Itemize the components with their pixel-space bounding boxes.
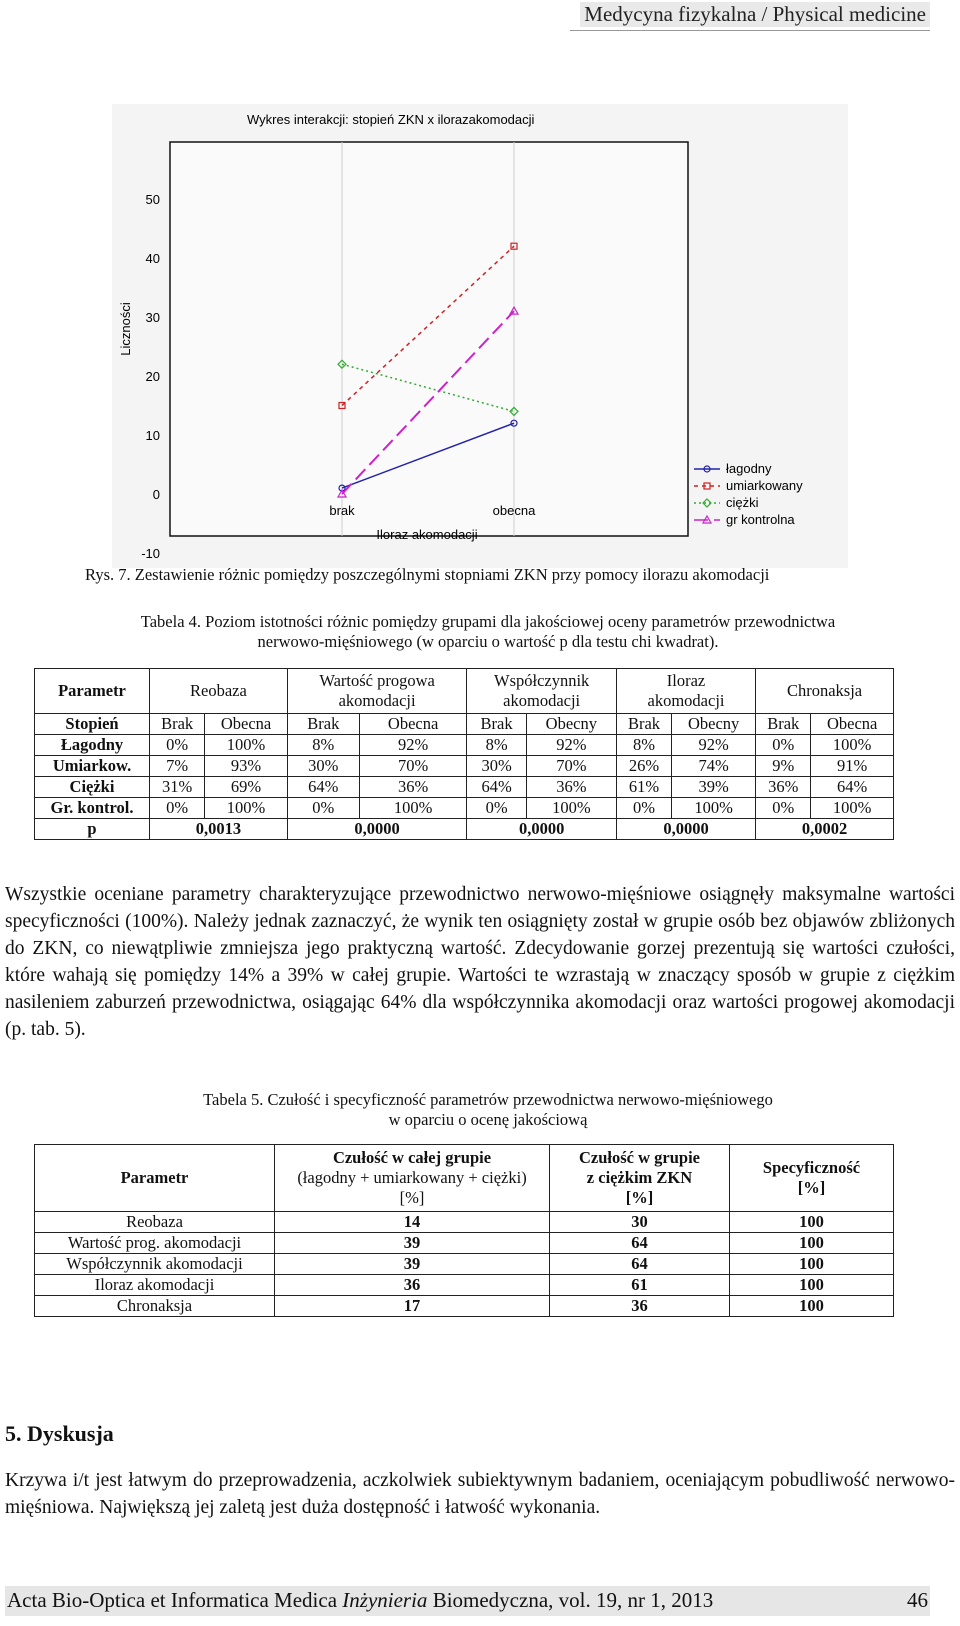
running-header (0, 0, 930, 32)
table-cell: Brak (287, 714, 359, 735)
header-line: [%] (399, 1188, 425, 1207)
table-cell: 93% (205, 756, 288, 777)
table-cell: 64% (287, 777, 359, 798)
table-cell: Obecna (359, 714, 467, 735)
header-title: Medycyna fizykalna / Physical medicine (580, 2, 930, 27)
table-cell: 0% (150, 798, 205, 819)
table-subheader-row (35, 714, 894, 735)
table-cell: 39 (275, 1254, 550, 1275)
section-heading: 5. Dyskusja (5, 1421, 114, 1446)
header-line: z ciężkim ZKN (586, 1168, 693, 1187)
table-cell: 100 (730, 1254, 894, 1275)
table-cell: Brak (150, 714, 205, 735)
table-row (35, 1296, 894, 1317)
table-cell: 36% (359, 777, 467, 798)
table-cell: Chronaksja (35, 1296, 275, 1317)
table-row (35, 1233, 894, 1254)
table-cell: 9% (756, 756, 811, 777)
table4-caption (78, 612, 898, 652)
legend-label: umiarkowany (726, 478, 803, 493)
table-cell: 92% (526, 735, 616, 756)
legend-label: łagodny (726, 461, 772, 476)
table-cell: Umiarkow. (35, 756, 150, 777)
table-cell: 30% (467, 756, 526, 777)
table-cell: 36 (550, 1296, 730, 1317)
table5-caption-line1: Tabela 5. Czułość i specyficzność parametrów przewodnictwa nerwowo-mięśniowego (203, 1090, 773, 1109)
header-line: Współczynnik (494, 671, 590, 690)
table-cell: Obecny (526, 714, 616, 735)
table4-caption-line1: Tabela 4. Poziom istotności różnic pomiędzy grupami dla jakościowej oceny parametrów przewodnictwa (140, 612, 836, 631)
table-cell: 64 (550, 1254, 730, 1275)
table-row (35, 1254, 894, 1275)
table-cell: 91% (811, 756, 894, 777)
table-cell: Obecny (672, 714, 756, 735)
chart-title: Wykres interakcji: stopień ZKN x ilorazakomodacji (247, 112, 535, 127)
figure-caption: Rys. 7. Zestawienie różnic pomiędzy poszczególnymi stopniami ZKN przy pomocy ilorazu akomodacji (85, 565, 770, 584)
table-cell: 64% (467, 777, 526, 798)
table-cell: 31% (150, 777, 205, 798)
table-row (35, 798, 894, 819)
table-header-cell: Chronaksja (756, 669, 894, 714)
table-cell: 36% (756, 777, 811, 798)
table-cell: 26% (616, 756, 671, 777)
table-cell: 92% (672, 735, 756, 756)
table-header-row (35, 1145, 894, 1212)
table-cell: Obecna (811, 714, 894, 735)
header-line: Czułość w grupie (579, 1148, 700, 1167)
table-cell: 64 (550, 1233, 730, 1254)
header-line: Czułość w całej grupie (332, 1148, 492, 1167)
running-footer (5, 1586, 930, 1616)
table5-caption-line2: w oparciu o ocenę jakościową (388, 1110, 588, 1129)
table-cell: p (35, 819, 150, 840)
table-cell: 14 (275, 1212, 550, 1233)
table-cell: 100 (730, 1275, 894, 1296)
header-line: Iloraz (666, 671, 706, 690)
table-cell: 39% (672, 777, 756, 798)
table-cell: 0,0000 (287, 819, 467, 840)
table-cell: Obecna (205, 714, 288, 735)
table-header-cell (550, 1145, 730, 1212)
journal-volume: Biomedyczna, vol. 19, nr 1, 2013 (427, 1588, 714, 1612)
table-cell: Brak (616, 714, 671, 735)
table-cell: 8% (287, 735, 359, 756)
table-cell: 64% (811, 777, 894, 798)
header-line: [%] (625, 1188, 654, 1207)
table-cell: Iloraz akomodacji (35, 1275, 275, 1296)
table-cell: 0,0013 (150, 819, 288, 840)
header-line: akomodacji (338, 691, 416, 710)
table-cell: 61% (616, 777, 671, 798)
table5-caption (78, 1090, 898, 1130)
y-axis-label: Liczności (118, 302, 133, 356)
table-header-cell: Parametr (35, 669, 150, 714)
table-cell: 0,0002 (756, 819, 894, 840)
table-cell: 100% (811, 798, 894, 819)
table-cell: 36% (526, 777, 616, 798)
table-cell: 100 (730, 1296, 894, 1317)
table-header-cell: Reobaza (150, 669, 288, 714)
header-line: Wartość progowa (319, 671, 435, 690)
paragraph-1: Wszystkie oceniane parametry charakteryzujące przewodnictwo nerwowo-mięśniowe osiągnęły maksymalne wartości specyficzności (100%). Należy jednak zaznaczyć, że wynik ten osiągnięty został w grupie osób bez objawów zbliżonych do ZKN, co niewątpliwie zmniejsza jego praktyczną wartość. Zdecydowanie gorzej prezentują się wartości czułości, które wahają się pomiędzy 14% a 39% w całej grupie. Wartości te wzrastają w znaczący sposób w grupie z ciężkim nasileniem zaburzeń przewodnictwa, osiągając 64% dla współczynnika akomodacji oraz wartości progowej akomodacji (p. tab. 5). (5, 884, 955, 1040)
journal-name-italic: Inżynieria (342, 1588, 428, 1612)
x-tick-obecna: obecna (492, 503, 536, 518)
table-cell: 92% (359, 735, 467, 756)
table-cell: 0% (287, 798, 359, 819)
table-row (35, 1275, 894, 1296)
table-header-cell (467, 669, 617, 714)
y-tick-label: -10 (141, 546, 160, 561)
table4 (34, 668, 894, 840)
table-cell: 100% (672, 798, 756, 819)
table-cell: 0% (756, 735, 811, 756)
legend-label: gr kontrolna (726, 512, 795, 527)
table-cell: 8% (616, 735, 671, 756)
table-cell: Wartość prog. akomodacji (35, 1233, 275, 1254)
table-cell: 0% (467, 798, 526, 819)
page-number: 46 (907, 1588, 928, 1612)
paragraph-2: Krzywa i/t jest łatwym do przeprowadzenia, aczkolwiek subiektywnym badaniem, oceniającym pobudliwość nerwowo-mięśniowa. Największą jej zaletą jest duża dostępność i łatwość wykonania. (5, 1470, 955, 1518)
table-header-cell (616, 669, 755, 714)
header-line: akomodacji (647, 691, 725, 710)
plot-area (170, 142, 688, 536)
y-tick-label: 50 (145, 192, 160, 207)
header-rule (570, 30, 930, 31)
table-cell: 61 (550, 1275, 730, 1296)
table-cell: 0% (616, 798, 671, 819)
table-header-cell: Parametr (35, 1145, 275, 1212)
table-cell: 100 (730, 1212, 894, 1233)
table-cell: Reobaza (35, 1212, 275, 1233)
table-cell: 30 (550, 1212, 730, 1233)
table-cell: 8% (467, 735, 526, 756)
table-row (35, 735, 894, 756)
table-cell: 0,0000 (616, 819, 755, 840)
table-cell: 30% (287, 756, 359, 777)
table-cell: Współczynnik akomodacji (35, 1254, 275, 1275)
table-cell: Brak (756, 714, 811, 735)
table-cell: 100 (730, 1233, 894, 1254)
table-cell: 70% (359, 756, 467, 777)
table-cell: 100% (205, 798, 288, 819)
header-line: [%] (797, 1178, 826, 1197)
y-tick-label: 0 (152, 487, 160, 502)
y-tick-label: 30 (145, 310, 160, 325)
table-header-row (35, 669, 894, 714)
table-header-cell (275, 1145, 550, 1212)
legend-label: ciężki (726, 495, 759, 510)
table-cell: 74% (672, 756, 756, 777)
table-header-cell (287, 669, 467, 714)
table-cell: 39 (275, 1233, 550, 1254)
table-cell: 100% (359, 798, 467, 819)
y-tick-label: 40 (145, 251, 160, 266)
table-cell: Stopień (35, 714, 150, 735)
footer-journal (7, 1588, 713, 1613)
x-tick-brak: brak (329, 503, 355, 518)
table-cell: 100% (205, 735, 288, 756)
table-row (35, 756, 894, 777)
y-tick-label: 10 (145, 428, 160, 443)
table-cell: 17 (275, 1296, 550, 1317)
table-cell: 70% (526, 756, 616, 777)
table-cell: 69% (205, 777, 288, 798)
table5 (34, 1144, 894, 1317)
header-line: Specyficzność (762, 1158, 861, 1177)
table-cell: 36 (275, 1275, 550, 1296)
y-tick-label: 20 (145, 369, 160, 384)
table-cell: 100% (526, 798, 616, 819)
table-cell: Brak (467, 714, 526, 735)
table-cell: 0% (150, 735, 205, 756)
header-line: akomodacji (503, 691, 581, 710)
table-cell: 0% (756, 798, 811, 819)
table-p-row (35, 819, 894, 840)
table-cell: Gr. kontrol. (35, 798, 150, 819)
x-axis-label: Iloraz akomodacji (376, 527, 478, 542)
table-cell: Łagodny (35, 735, 150, 756)
table-cell: Ciężki (35, 777, 150, 798)
table-cell: 7% (150, 756, 205, 777)
journal-name: Acta Bio-Optica et Informatica Medica (7, 1588, 343, 1612)
table-row (35, 1212, 894, 1233)
table-cell: 0,0000 (467, 819, 617, 840)
table-cell: 100% (811, 735, 894, 756)
table-header-cell (730, 1145, 894, 1212)
table4-caption-line2: nerwowo-mięśniowego (w oparciu o wartość p dla testu chi kwadrat). (257, 632, 719, 651)
interaction-chart (112, 104, 848, 568)
header-line: (łagodny + umiarkowany + ciężki) (297, 1168, 527, 1187)
table-row (35, 777, 894, 798)
